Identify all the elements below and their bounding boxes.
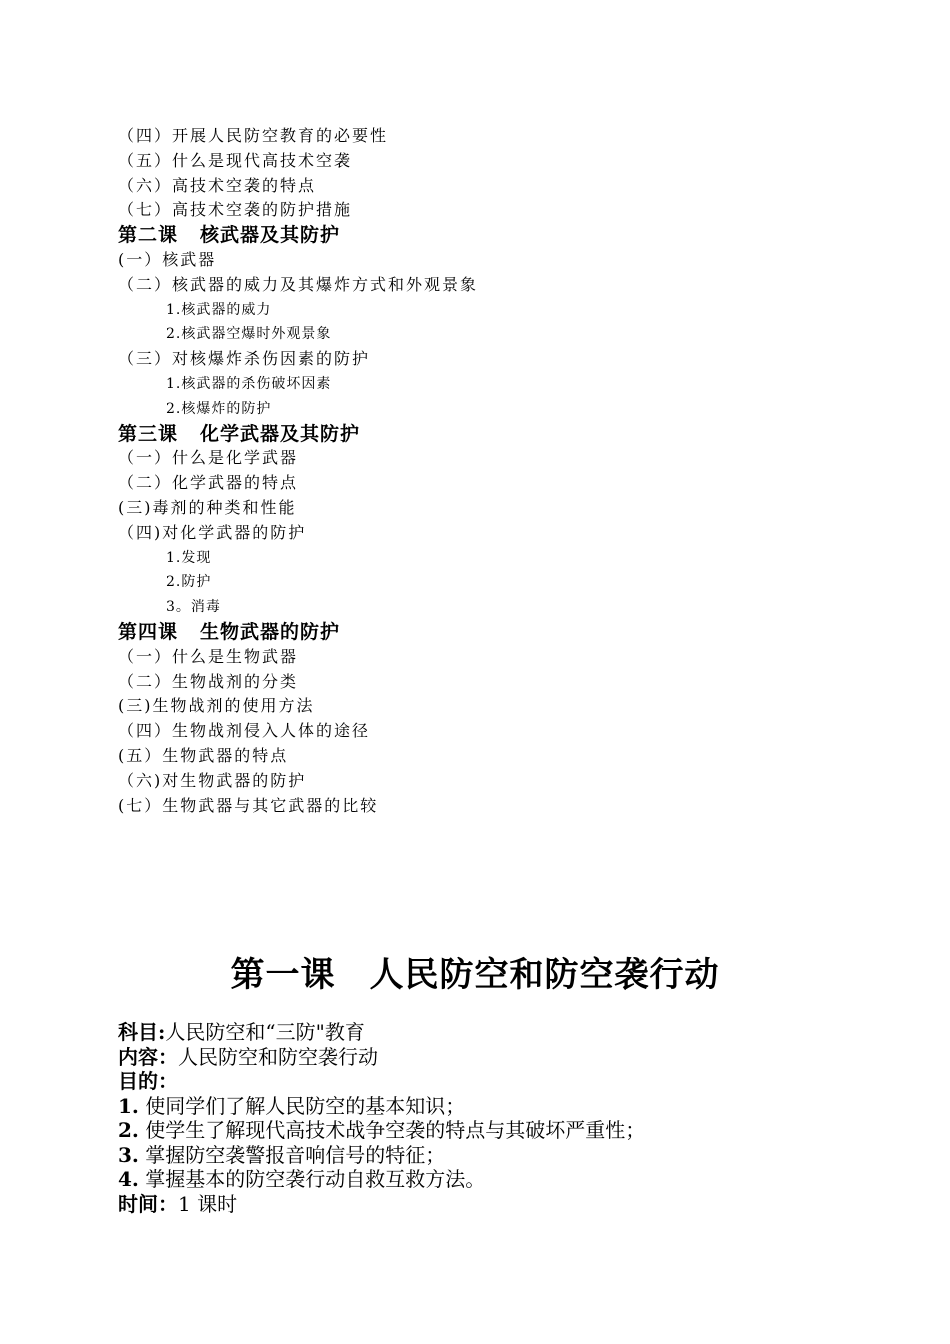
goal-text: 使学生了解现代高技术战争空袭的特点与其破坏严重性； [145, 1118, 646, 1142]
toc-item: （三）对核爆炸杀伤因素的防护 [118, 349, 371, 369]
toc-subitem: 2.核武器空爆时外观景象 [166, 326, 332, 343]
goal-item [118, 1118, 838, 1143]
toc-item: (三)毒剂的种类和性能 [118, 497, 297, 517]
goal-text: 掌握防空袭警报音响信号的特征； [145, 1142, 446, 1167]
lesson-title [0, 947, 950, 996]
toc-item: （二）核武器的威力及其爆炸方式和外观景象 [118, 274, 479, 294]
goal-number: 2. [118, 1118, 139, 1142]
lesson-title-number: 第一课 [230, 955, 336, 995]
toc-subitem: 2.防护 [166, 574, 212, 591]
lesson-heading [118, 620, 838, 645]
content-value: 人民防空和防空袭行动 [178, 1044, 378, 1069]
goal-row [118, 1069, 838, 1094]
lesson-info [118, 1020, 838, 1216]
goal-text: 使同学们了解人民防空的基本知识； [145, 1093, 466, 1118]
goal-item [118, 1167, 838, 1192]
lesson-title-name: 人民防空和防空袭行动 [369, 955, 720, 995]
goal-item [118, 1094, 838, 1119]
lesson-name: 核武器及其防护 [200, 224, 341, 247]
lesson-number: 第四课 [118, 620, 179, 643]
toc-subitem: 3。消毒 [166, 599, 221, 616]
time-value: 1 课时 [178, 1191, 238, 1216]
toc-item: （六）高技术空袭的特点 [118, 175, 317, 195]
lesson-heading [118, 422, 838, 447]
goal-number: 4. [118, 1167, 139, 1191]
toc-subitem: 1.核武器的威力 [166, 301, 272, 318]
toc-item: （四）开展人民防空教育的必要性 [118, 126, 389, 145]
goal-text: 掌握基本的防空袭行动自救互救方法。 [145, 1167, 486, 1191]
toc-item: （四）生物战剂侵入人体的途径 [118, 721, 371, 741]
toc-item: （一）什么是化学武器 [118, 448, 299, 468]
goal-item [118, 1143, 838, 1168]
time-row [118, 1192, 838, 1217]
toc-item: （五）什么是现代高技术空袭 [118, 150, 353, 170]
toc-item: (一）核武器 [118, 249, 217, 269]
subject-label: 科目: [118, 1020, 166, 1044]
toc-item: （七）高技术空袭的防护措施 [118, 200, 353, 220]
goal-label: 目的： [118, 1069, 178, 1093]
subject-row [118, 1020, 838, 1045]
time-label: 时间： [118, 1191, 178, 1216]
toc-item: （二）生物战剂的分类 [118, 671, 299, 691]
toc-subitem: 1.发现 [166, 549, 212, 566]
toc-item: (三)生物战剂的使用方法 [118, 696, 315, 716]
toc-subitem: 2.核爆炸的防护 [166, 400, 272, 417]
lesson-number: 第二课 [118, 224, 179, 247]
lesson-heading [118, 223, 838, 248]
toc-item: (七）生物武器与其它武器的比较 [118, 795, 379, 815]
toc-item: （二）化学武器的特点 [118, 473, 299, 493]
toc-item: （六)对生物武器的防护 [118, 770, 307, 790]
lesson-number: 第三课 [118, 422, 179, 445]
subject-value: 人民防空和“三防"教育 [165, 1020, 365, 1044]
toc-item: （一）什么是生物武器 [118, 646, 299, 666]
table-of-contents [118, 124, 838, 818]
goal-number: 1. [118, 1093, 139, 1118]
content-label: 内容： [118, 1044, 178, 1069]
lesson-name: 化学武器及其防护 [200, 422, 361, 445]
goal-number: 3. [118, 1142, 139, 1167]
toc-item: （四)对化学武器的防护 [118, 522, 307, 542]
toc-item: (五）生物武器的特点 [118, 745, 289, 765]
content-row [118, 1045, 838, 1070]
lesson-name: 生物武器的防护 [200, 620, 341, 643]
toc-subitem: 1.核武器的杀伤破坏因素 [166, 375, 332, 392]
